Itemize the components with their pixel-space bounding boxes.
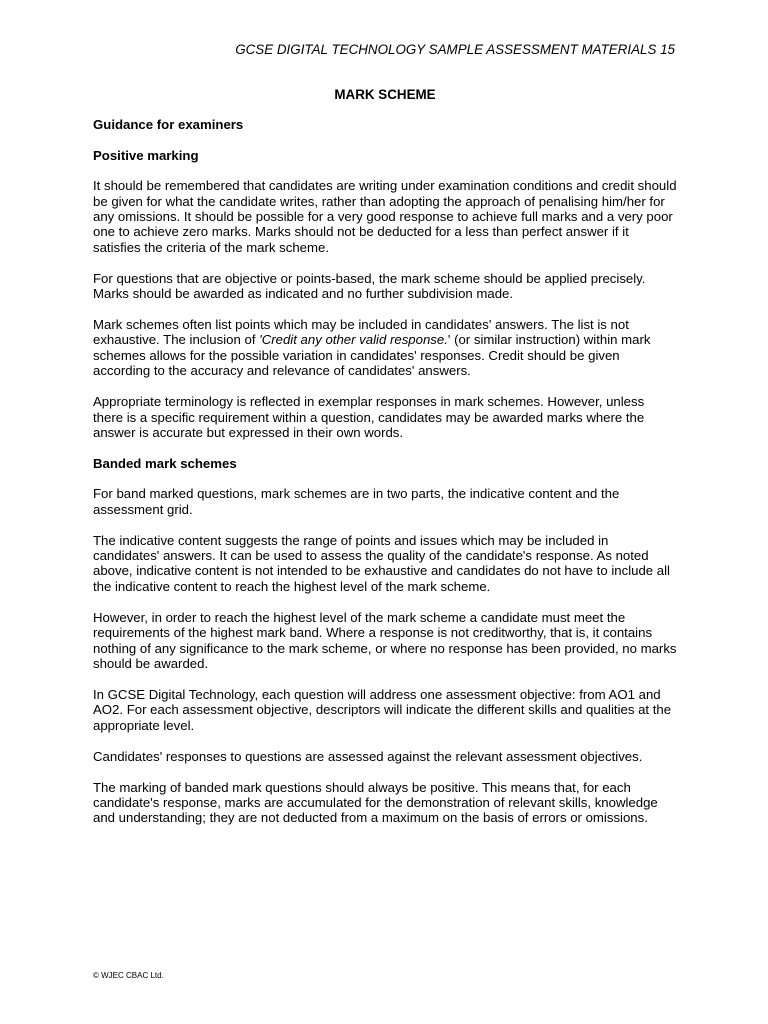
guidance-heading: Guidance for examiners (93, 117, 244, 133)
paragraph-band-marked: For band marked questions, mark schemes are in two parts, the indicative content and the assessment grid. (93, 486, 620, 517)
paragraph-highest-level: However, in order to reach the highest level of the mark scheme a candidate must meet the requirements of the highest mark band. Where a response is not creditworthy, that is, it contains nothing of any significance to the mark scheme, or where no response has been provided, no marks should be awarded. (93, 609, 677, 671)
paragraph-text-before: Mark schemes often list points which may be included in candidates' answers. The list is not exhaustive. The inclusion of (93, 317, 629, 348)
positive-marking-heading: Positive marking (93, 147, 199, 163)
paragraph-mark-scheme-points (93, 317, 677, 379)
running-header: GCSE DIGITAL TECHNOLOGY SAMPLE ASSESSMENT MATERIALS 15 (235, 42, 675, 57)
paragraph-text-after: ' (or similar instruction) within mark schemes allows for the possible variation in candidates' responses. Credit should be given according to the accuracy and relevance of candidates' answers. (93, 332, 651, 379)
copyright-footer: © WJEC CBAC Ltd. (93, 971, 164, 980)
paragraph-candidate-responses: Candidates' responses to questions are assessed against the relevant assessment objectives. (93, 748, 643, 764)
page-title: MARK SCHEME (334, 87, 436, 102)
page-content (93, 87, 677, 841)
paragraph-positive-banded-marking: The marking of banded mark questions should always be positive. This means that, for each candidate's response, marks are accumulated for the demonstration of relevant skills, knowledge and understanding; they are not deducted from a maximum on the basis of errors or omissions. (93, 779, 658, 826)
paragraph-indicative-content: The indicative content suggests the range of points and issues which may be included in candidates' answers. It can be used to assess the quality of the candidate's response. As noted above, indicative content is not intended to be exhaustive and candidates do not have to include all the indicative content to reach the highest level of the mark scheme. (93, 532, 670, 594)
banded-mark-schemes-heading: Banded mark schemes (93, 455, 237, 471)
paragraph-terminology: Appropriate terminology is reflected in exemplar responses in mark schemes. However, unless there is a specific requirement within a question, candidates may be awarded marks where the answer is accurate but expressed in their own words. (93, 394, 645, 440)
paragraph-assessment-objectives: In GCSE Digital Technology, each question will address one assessment objective: from AO1 and AO2. For each assessment objective, descriptors will indicate the different skills and qualities at the appropriate level. (93, 686, 672, 733)
credit-instruction-text: 'Credit any other valid response. (259, 332, 448, 348)
paragraph-objective-questions: For questions that are objective or points-based, the mark scheme should be applied precisely. Marks should be awarded as indicated and no further subdivision made. (93, 270, 646, 302)
paragraph-positive-marking: It should be remembered that candidates are writing under examination conditions and credit should be given for what the candidate writes, rather than adopting the approach of penalising him/her for any omissions. It should be possible for a very good response to achieve full marks and a very poor one to achieve zero marks. Marks should not be deducted for a less than perfect answer if it satisfies the criteria of the mark scheme. (93, 178, 677, 255)
